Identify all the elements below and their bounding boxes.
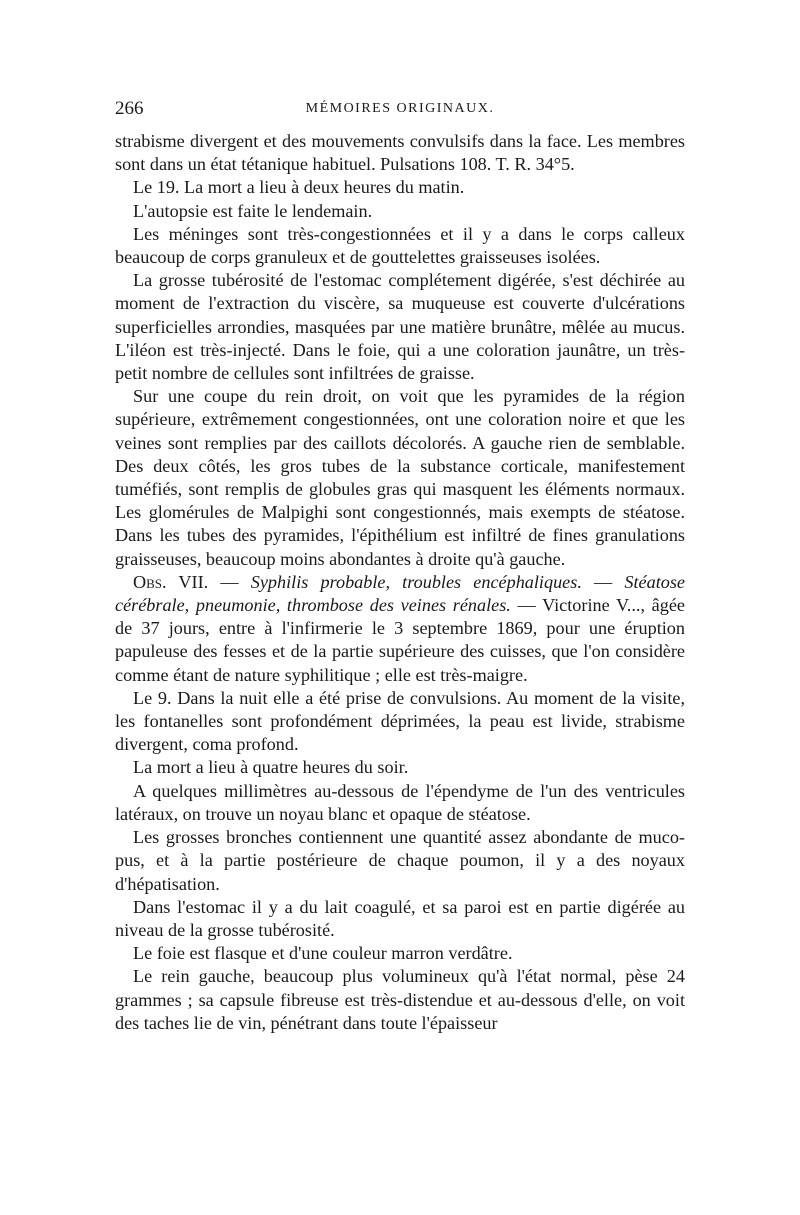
running-title: MÉMOIRES ORIGINAUX.: [305, 101, 495, 116]
observation-title: Stéatose cérébrale, pneumonie, thrombose des veines rénales.: [115, 571, 686, 616]
dash: —: [510, 595, 543, 616]
paragraph: Les méninges sont très-congestionnées et il y a dans le corps calleux beaucoup de corps granuleux et de gouttelettes graisseuses isolées.: [115, 223, 685, 268]
running-head: [115, 98, 685, 124]
paragraph-continuation: strabisme divergent et des mouvements convulsifs dans la face. Les membres sont dans un état tétanique habituel. Pulsations 108. T. R. 34°5.: [115, 131, 685, 175]
observation-label: Obs. VII.: [133, 571, 209, 592]
paragraph: Sur une coupe du rein droit, on voit que les pyramides de la région supérieure, extrêmement congestionnées, ont une coloration noire et que les veines sont remplies par des caillots décolorés. A gauche rien de semblable. Des deux côtés, les gros tubes de la substance corticale, manifestement tuméfiés, sont remplis de globules gras qui masquent les éléments normaux. Les glomérules de Malpighi sont congestionnés, mais exempts de stéatose. Dans les tubes des pyramides, l'épithélium est infiltré de fines granulations graisseuses, beaucoup moins abondantes à droite qu'à gauche.: [115, 386, 685, 569]
paragraph: Le foie est flasque et d'une couleur marron verdâtre.: [133, 943, 513, 964]
page-number: 266: [115, 98, 144, 119]
paragraph: Le 9. Dans la nuit elle a été prise de convulsions. Au moment de la visite, les fontanelles sont profondément déprimées, la peau est livide, strabisme divergent, coma profond.: [115, 687, 685, 755]
paragraph: L'autopsie est faite le lendemain.: [133, 200, 373, 221]
paragraph: A quelques millimètres au-dessous de l'épendyme de l'un des ventricules latéraux, on trouve un noyau blanc et opaque de stéatose.: [115, 780, 685, 824]
observation-title: Syphilis probable, troubles encéphaliques.: [250, 571, 582, 592]
observation-paragraph: [115, 571, 685, 687]
dash: —: [208, 571, 251, 592]
paragraph: Le 19. La mort a lieu à deux heures du matin.: [133, 177, 465, 198]
observation-intro: Victorine V..., âgée de 37 jours, entre à l'infirmerie le 3 septembre 1869, pour une éruption papuleuse des fesses et de la partie supérieure des cuisses, que l'on considère comme étant de nature syphilitique ; elle est très-maigre.: [115, 595, 685, 685]
paragraph: Les grosses bronches contiennent une quantité assez abondante de muco-pus, et à la partie postérieure de chaque poumon, il y a des noyaux d'hépatisation.: [115, 827, 685, 894]
dash: —: [581, 571, 625, 592]
body-text: [115, 130, 685, 1035]
page-content: [115, 98, 685, 1035]
paragraph: La grosse tubérosité de l'estomac complétement digérée, s'est déchirée au moment de l'extraction du viscère, sa muqueuse est couverte d'ulcérations superficielles arrondies, masquées par une matière brunâtre, mêlée au mucus. L'iléon est très-injecté. Dans le foie, qui a une coloration jaunâtre, un très-petit nombre de cellules sont infiltrées de graisse.: [115, 270, 685, 384]
paragraph: Le rein gauche, beaucoup plus volumineux qu'à l'état normal, pèse 24 grammes ; sa capsule fibreuse est très-distendue et au-dessous d'elle, on voit des taches lie de vin, pénétrant dans toute l'épaisseur: [115, 966, 685, 1033]
paragraph: La mort a lieu à quatre heures du soir.: [133, 757, 409, 778]
paragraph: Dans l'estomac il y a du lait coagulé, et sa paroi est en partie digérée au niveau de la grosse tubérosité.: [115, 896, 685, 940]
